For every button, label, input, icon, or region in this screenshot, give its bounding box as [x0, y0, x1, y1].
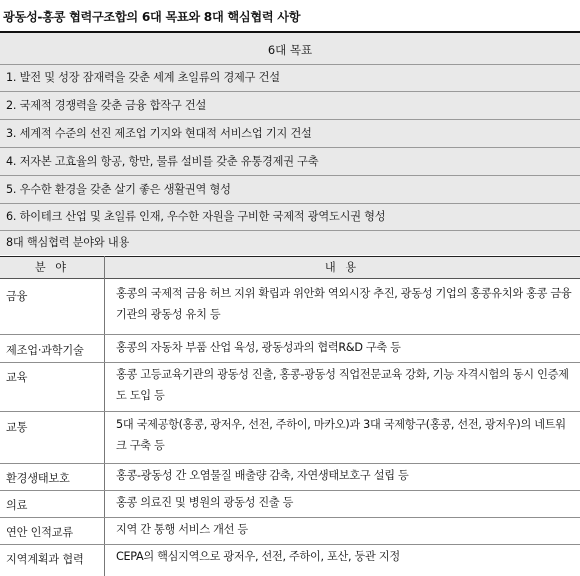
- column-divider: [104, 256, 105, 576]
- goals-header: 6대 목표: [267, 43, 313, 57]
- table-row-divider: [0, 490, 580, 491]
- row-content-people-exchange: 지역 간 통행 서비스 개선 등: [116, 523, 248, 536]
- goal-divider: [0, 147, 580, 148]
- goal-item-5: 5. 우수한 환경을 갖춘 살기 좋은 생활권역 형성: [6, 183, 231, 196]
- table-row-divider: [0, 362, 580, 363]
- goal-item-1: 1. 발전 및 성장 잠재력을 갖춘 세계 초일류의 경제구 건설: [6, 71, 280, 84]
- row-field-environment: 환경생태보호: [6, 472, 70, 485]
- row-field-medical: 의료: [6, 499, 28, 512]
- cooperation-table-header: [0, 256, 580, 279]
- row-content-transport: 5대 국제공항(홍콩, 광저우, 선전, 주하이, 마카오)과 3대 국제항구(홍콩, 선전, 광저우)의 네트워크 구축 등: [116, 418, 566, 452]
- goal-item-6: 6. 하이테크 산업 및 초일류 인재, 우수한 자원을 구비한 국제적 광역도시권 형성: [6, 210, 386, 223]
- goal-divider: [0, 230, 580, 231]
- column-header-content: 내 용: [324, 261, 360, 274]
- cooperation-section-title: 8대 핵심협력 분야와 내용: [6, 236, 130, 249]
- row-field-education: 교육: [6, 371, 28, 384]
- row-content-finance: 홍콩의 국제적 금융 허브 지위 확립과 위안화 역외시장 추진, 광동성 기업의 홍콩유치와 홍콩 금융기관의 광동성 유치 등: [116, 287, 572, 321]
- row-field-people-exchange: 연안 인적교류: [6, 526, 73, 539]
- row-content-manufacturing: 홍콩의 자동차 부품 산업 육성, 광동성과의 협력R&D 구축 등: [116, 341, 401, 354]
- goal-item-4: 4. 저자본 고효율의 항공, 항만, 물류 설비를 갖춘 유통경제권 구축: [6, 155, 319, 168]
- goal-divider: [0, 203, 580, 204]
- goal-divider: [0, 91, 580, 92]
- row-content-medical: 홍콩 의료진 및 병원의 광동성 진출 등: [116, 496, 294, 509]
- goal-item-3: 3. 세계적 수준의 선진 제조업 기지와 현대적 서비스업 기지 건설: [6, 127, 312, 140]
- table-row-divider: [0, 334, 580, 335]
- table-row-divider: [0, 544, 580, 545]
- document-title: 광동성-홍콩 협력구조합의 6대 목표와 8대 핵심협력 사항: [3, 10, 301, 24]
- table-row-divider: [0, 517, 580, 518]
- goal-divider: [0, 119, 580, 120]
- column-header-field: 분 야: [34, 261, 70, 274]
- row-content-education: 홍콩 고등교육기관의 광동성 진출, 홍콩-광동성 직업전문교육 강화, 기능 자격시험의 동시 인증제도 도입 등: [116, 368, 569, 402]
- row-field-finance: 금융: [6, 290, 28, 303]
- row-field-transport: 교통: [6, 421, 28, 434]
- table-row-divider: [0, 463, 580, 464]
- row-content-environment: 홍콩-광동성 간 오염물질 배출량 감축, 자연생태보호구 설립 등: [116, 469, 409, 482]
- row-field-manufacturing: 제조업·과학기술: [6, 344, 84, 357]
- table-row-divider: [0, 411, 580, 412]
- goal-divider: [0, 175, 580, 176]
- row-field-regional-planning: 지역계획과 협력: [6, 553, 84, 566]
- goal-item-2: 2. 국제적 경쟁력을 갖춘 금융 합작구 건설: [6, 99, 207, 112]
- goals-header-divider: [0, 64, 580, 65]
- row-content-regional-planning: CEPA의 핵심지역으로 광저우, 선전, 주하이, 포산, 둥관 지정: [116, 550, 400, 563]
